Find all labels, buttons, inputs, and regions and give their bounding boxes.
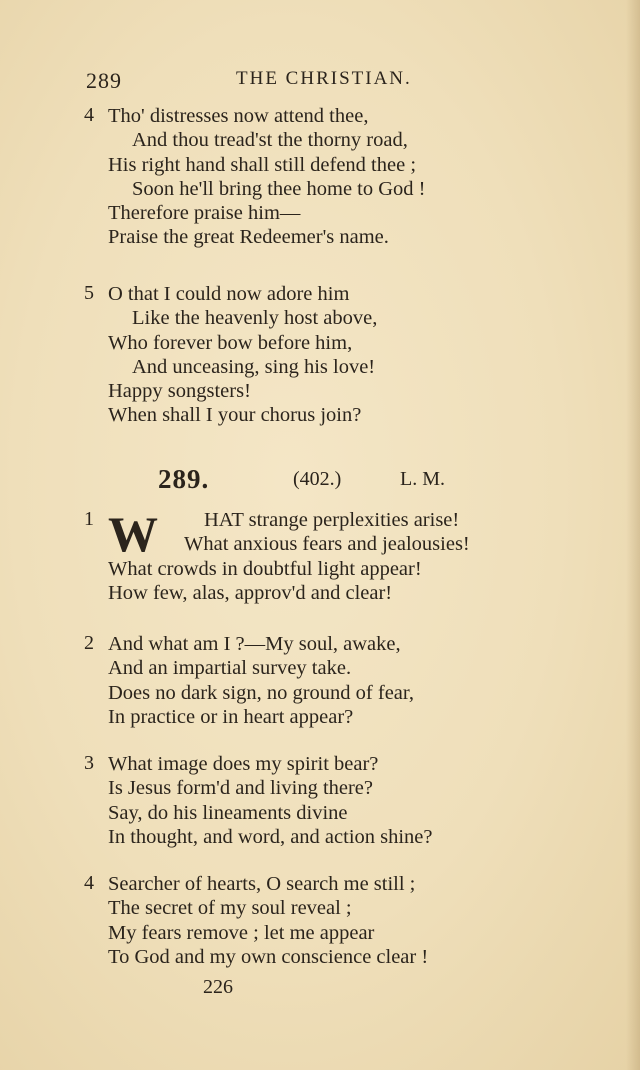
page-spine-shadow xyxy=(626,0,640,1070)
verse-line: And unceasing, sing his love! xyxy=(132,355,376,378)
verse-line: What anxious fears and jealousies! xyxy=(184,533,470,556)
verse-line: How few, alas, approv'd and clear! xyxy=(108,581,393,604)
running-title: THE CHRISTIAN. xyxy=(236,68,412,89)
hymn-number: 289. xyxy=(158,464,210,494)
verse-line: Happy songsters! xyxy=(108,380,251,403)
hymn-verse-2 xyxy=(84,632,554,729)
verse-line: Therefore praise him— xyxy=(108,202,301,225)
verse-line: My fears remove ; let me appear xyxy=(108,921,375,944)
verse-line: In thought, and word, and action shine? xyxy=(108,825,433,848)
verse-line: In practice or in heart appear? xyxy=(108,705,354,728)
verse-line: When shall I your chorus join? xyxy=(108,404,362,427)
verse-line: And an impartial survey take. xyxy=(108,657,352,680)
verse-line: And thou tread'st the thorny road, xyxy=(132,129,408,152)
verse-line: HAT strange perplexities arise! xyxy=(204,509,460,531)
verse-line: Who forever bow before him, xyxy=(108,331,353,354)
page-number: 289 xyxy=(86,68,122,93)
signature-mark: 226 xyxy=(203,976,233,998)
verse-number: 4 xyxy=(84,104,94,126)
verse-number: 2 xyxy=(84,632,94,654)
verse-line: His right hand shall still defend thee ; xyxy=(108,153,417,176)
verse-number: 5 xyxy=(84,282,94,304)
verse-line: To God and my own conscience clear ! xyxy=(108,945,429,968)
verse-line: Searcher of hearts, O search me still ; xyxy=(108,873,416,895)
hymn-verse-3 xyxy=(84,752,554,849)
verse-line: And what am I ?—My soul, awake, xyxy=(108,633,401,655)
verse-line: O that I could now adore him xyxy=(108,283,350,305)
meter: L. M. xyxy=(400,468,445,490)
verse-line: Soon he'll bring thee home to God ! xyxy=(132,177,426,200)
verse-top-4 xyxy=(84,104,554,250)
hymn-heading xyxy=(158,464,478,498)
tune-reference: (402.) xyxy=(293,468,342,490)
verse-line: What crowds in doubtful light appear! xyxy=(108,557,422,580)
verse-line: Praise the great Redeemer's name. xyxy=(108,226,389,249)
running-header xyxy=(86,68,446,98)
hymn-verse-4 xyxy=(84,872,554,969)
verse-line: Like the heavenly host above, xyxy=(132,307,378,330)
verse-top-5 xyxy=(84,282,554,428)
hymn-verse-1 xyxy=(84,508,554,605)
verse-number: 3 xyxy=(84,752,94,774)
drop-cap: W xyxy=(108,506,158,562)
verse-line: The secret of my soul reveal ; xyxy=(108,897,352,920)
verse-number: 4 xyxy=(84,872,94,894)
verse-line: What image does my spirit bear? xyxy=(108,753,379,775)
verse-line: Say, do his lineaments divine xyxy=(108,801,348,824)
verse-line: Tho' distresses now attend thee, xyxy=(108,105,369,127)
verse-line: Does no dark sign, no ground of fear, xyxy=(108,681,415,704)
verse-number: 1 xyxy=(84,508,94,530)
verse-line: Is Jesus form'd and living there? xyxy=(108,777,374,800)
